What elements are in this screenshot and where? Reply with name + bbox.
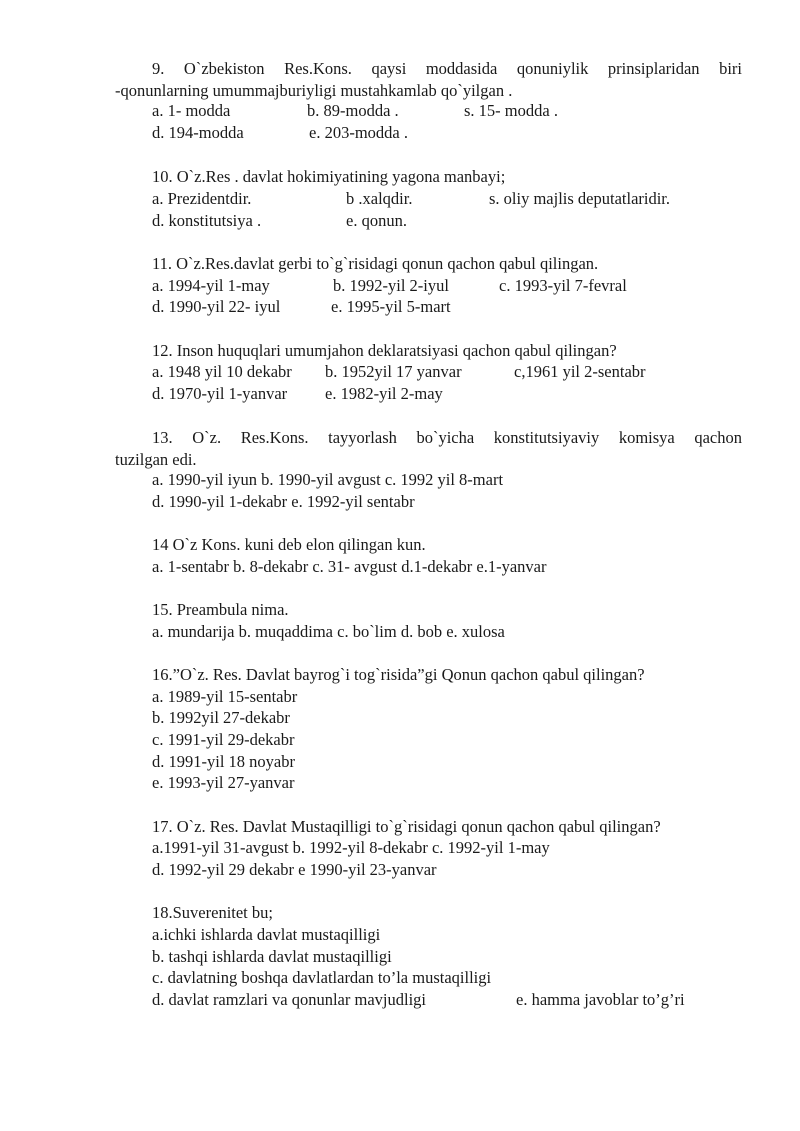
q11-option-e: e. 1995-yil 5-mart (331, 297, 451, 316)
question-18-text: 18.Suverenitet bu; (152, 903, 273, 922)
question-15-text: 15. Preambula nima. (152, 600, 289, 619)
q18-option-d: d. davlat ramzlari va qonunlar mavjudligi (152, 990, 426, 1009)
q9-option-a: a. 1- modda (152, 101, 231, 120)
q10-option-a: a. Prezidentdir. (152, 189, 252, 208)
q13-options-line-1: a. 1990-yil iyun b. 1990-yil avgust c. 1992 yil 8-mart (152, 470, 504, 489)
q18-option-a: a.ichki ishlarda davlat mustaqilligi (152, 925, 381, 944)
question-9 (115, 58, 742, 101)
q11-option-d: d. 1990-yil 22- iyul (152, 297, 281, 316)
q11-option-a: a. 1994-yil 1-may (152, 276, 270, 295)
q10-option-c: s. oliy majlis deputatlaridir. (489, 189, 671, 208)
question-9-text-line-2: -qonunlarning umummajburiyligi mustahkamlab qo`yilgan . (115, 80, 513, 100)
q16-option-c: c. 1991-yil 29-dekabr (152, 730, 295, 749)
q12-option-a: a. 1948 yil 10 dekabr (152, 362, 292, 381)
question-10-text: 10. O`z.Res . davlat hokimiyatining yagona manbayi; (152, 167, 506, 186)
q12-option-d: d. 1970-yil 1-yanvar (152, 384, 288, 403)
question-16-text: 16.”O`z. Res. Davlat bayrog`i tog`risida”gi Qonun qachon qabul qilingan? (152, 665, 645, 684)
q17-options-line-1: a.1991-yil 31-avgust b. 1992-yil 8-dekabr c. 1992-yil 1-may (152, 838, 550, 857)
q17-options-line-2: d. 1992-yil 29 dekabr e 1990-yil 23-yanvar (152, 860, 437, 879)
q9-option-d: d. 194-modda (152, 123, 244, 142)
q13-options-line-2: d. 1990-yil 1-dekabr e. 1992-yil sentabr (152, 492, 415, 511)
q12-option-b: b. 1952yil 17 yanvar (325, 362, 462, 381)
q14-options-line: a. 1-sentabr b. 8-dekabr c. 31- avgust d.1-dekabr e.1-yanvar (152, 557, 547, 576)
question-17-text: 17. O`z. Res. Davlat Mustaqilligi to`g`risidagi qonun qachon qabul qilingan? (152, 817, 661, 836)
q11-option-b: b. 1992-yil 2-iyul (333, 276, 449, 295)
q15-options-line: a. mundarija b. muqaddima c. bo`lim d. bob e. xulosa (152, 622, 505, 641)
q18-option-b: b. tashqi ishlarda davlat mustaqilligi (152, 947, 392, 966)
q16-option-e: e. 1993-yil 27-yanvar (152, 773, 295, 792)
q12-option-c: c,1961 yil 2-sentabr (514, 362, 646, 381)
question-14-text: 14 O`z Kons. kuni deb elon qilingan kun. (152, 535, 426, 554)
q16-option-a: a. 1989-yil 15-sentabr (152, 687, 298, 706)
question-13-text-line-2: tuzilgan edi. (115, 449, 197, 469)
question-9-text-line-1: 9. O`zbekiston Res.Kons. qaysi moddasida qonuniylik prinsiplaridan biri (152, 59, 742, 78)
q16-option-b: b. 1992yil 27-dekabr (152, 708, 290, 727)
q10-option-b: b .xalqdir. (346, 189, 413, 208)
q16-option-d: d. 1991-yil 18 noyabr (152, 752, 295, 771)
question-13-text-line-1: 13. O`z. Res.Kons. tayyorlash bo`yicha konstitutsiyaviy komisya qachon (152, 428, 742, 447)
question-11-text: 11. O`z.Res.davlat gerbi to`g`risidagi qonun qachon qabul qilingan. (152, 254, 599, 273)
q9-option-b: b. 89-modda . (307, 101, 399, 120)
question-12-text: 12. Inson huquqlari umumjahon deklaratsiyasi qachon qabul qilingan? (152, 341, 617, 360)
q18-option-e: e. hamma javoblar to’g’ri (516, 990, 685, 1009)
q11-option-c: c. 1993-yil 7-fevral (499, 276, 627, 295)
q18-option-c: c. davlatning boshqa davlatlardan to’la mustaqilligi (152, 968, 492, 987)
question-13 (115, 427, 742, 470)
q10-option-e: e. qonun. (346, 211, 407, 230)
q9-option-c: s. 15- modda . (464, 101, 558, 120)
q12-option-e: e. 1982-yil 2-may (325, 384, 443, 403)
q10-option-d: d. konstitutsiya . (152, 211, 262, 230)
q9-option-e: e. 203-modda . (309, 123, 408, 142)
